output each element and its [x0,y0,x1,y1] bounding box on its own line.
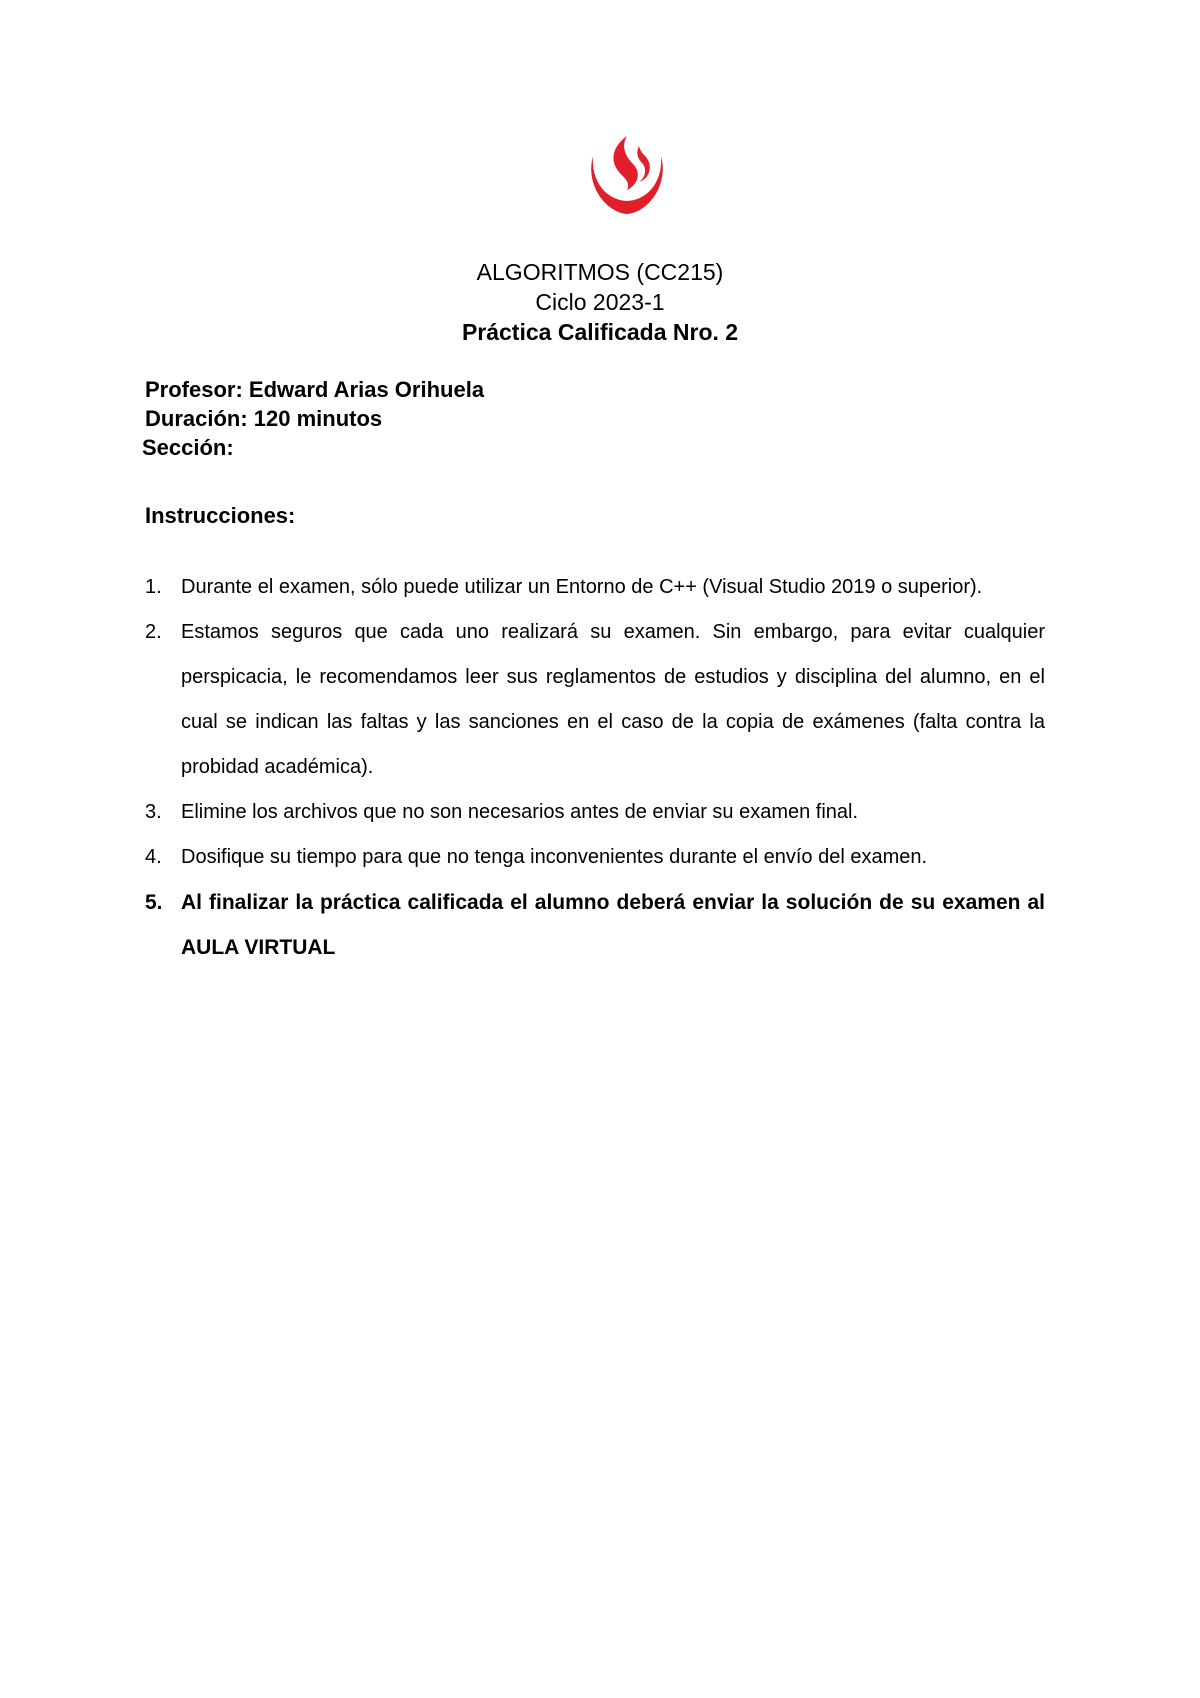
list-item [145,610,1045,790]
item-number: 1. [145,576,162,598]
list-item [145,565,1045,610]
item-text: Estamos seguros que cada uno realizará su examen. Sin embargo, para evitar cualquier perspicacia, le recomendamos leer sus reglamentos de estudios y disciplina del alumno, en el cual se indican las faltas y las sanciones en el caso de la copia de exámenes (falta contra la probidad académica). [181,621,1045,778]
duration-line: Duración: 120 minutos [145,406,383,431]
item-text: Elimine los archivos que no son necesarios antes de enviar su examen final. [181,801,859,823]
item-text: Durante el examen, sólo puede utilizar un Entorno de C++ (Visual Studio 2019 o superior). [181,576,983,598]
list-item [145,880,1045,970]
instructions-heading: Instrucciones: [145,503,296,528]
course-title: ALGORITMOS (CC215) [476,259,724,285]
university-flame-logo [587,132,667,216]
item-text: Dosifique su tiempo para que no tenga inconvenientes durante el envío del examen. [181,846,928,868]
list-item [145,835,1045,880]
exam-meta [142,375,845,462]
item-number: 4. [145,846,162,868]
title-block [0,257,1200,347]
exam-title: Práctica Calificada Nro. 2 [461,319,739,345]
list-item [145,790,1045,835]
item-text: Al finalizar la práctica calificada el alumno deberá enviar la solución de su examen al AULA VIRTUAL [181,891,1045,959]
item-number: 2. [145,621,162,643]
item-number: 3. [145,801,162,823]
item-number: 5. [145,891,163,914]
professor-line: Profesor: Edward Arias Orihuela [145,377,485,402]
instructions-list [145,565,1045,970]
section-line: Sección: [142,435,234,460]
cycle-title: Ciclo 2023-1 [535,289,665,315]
